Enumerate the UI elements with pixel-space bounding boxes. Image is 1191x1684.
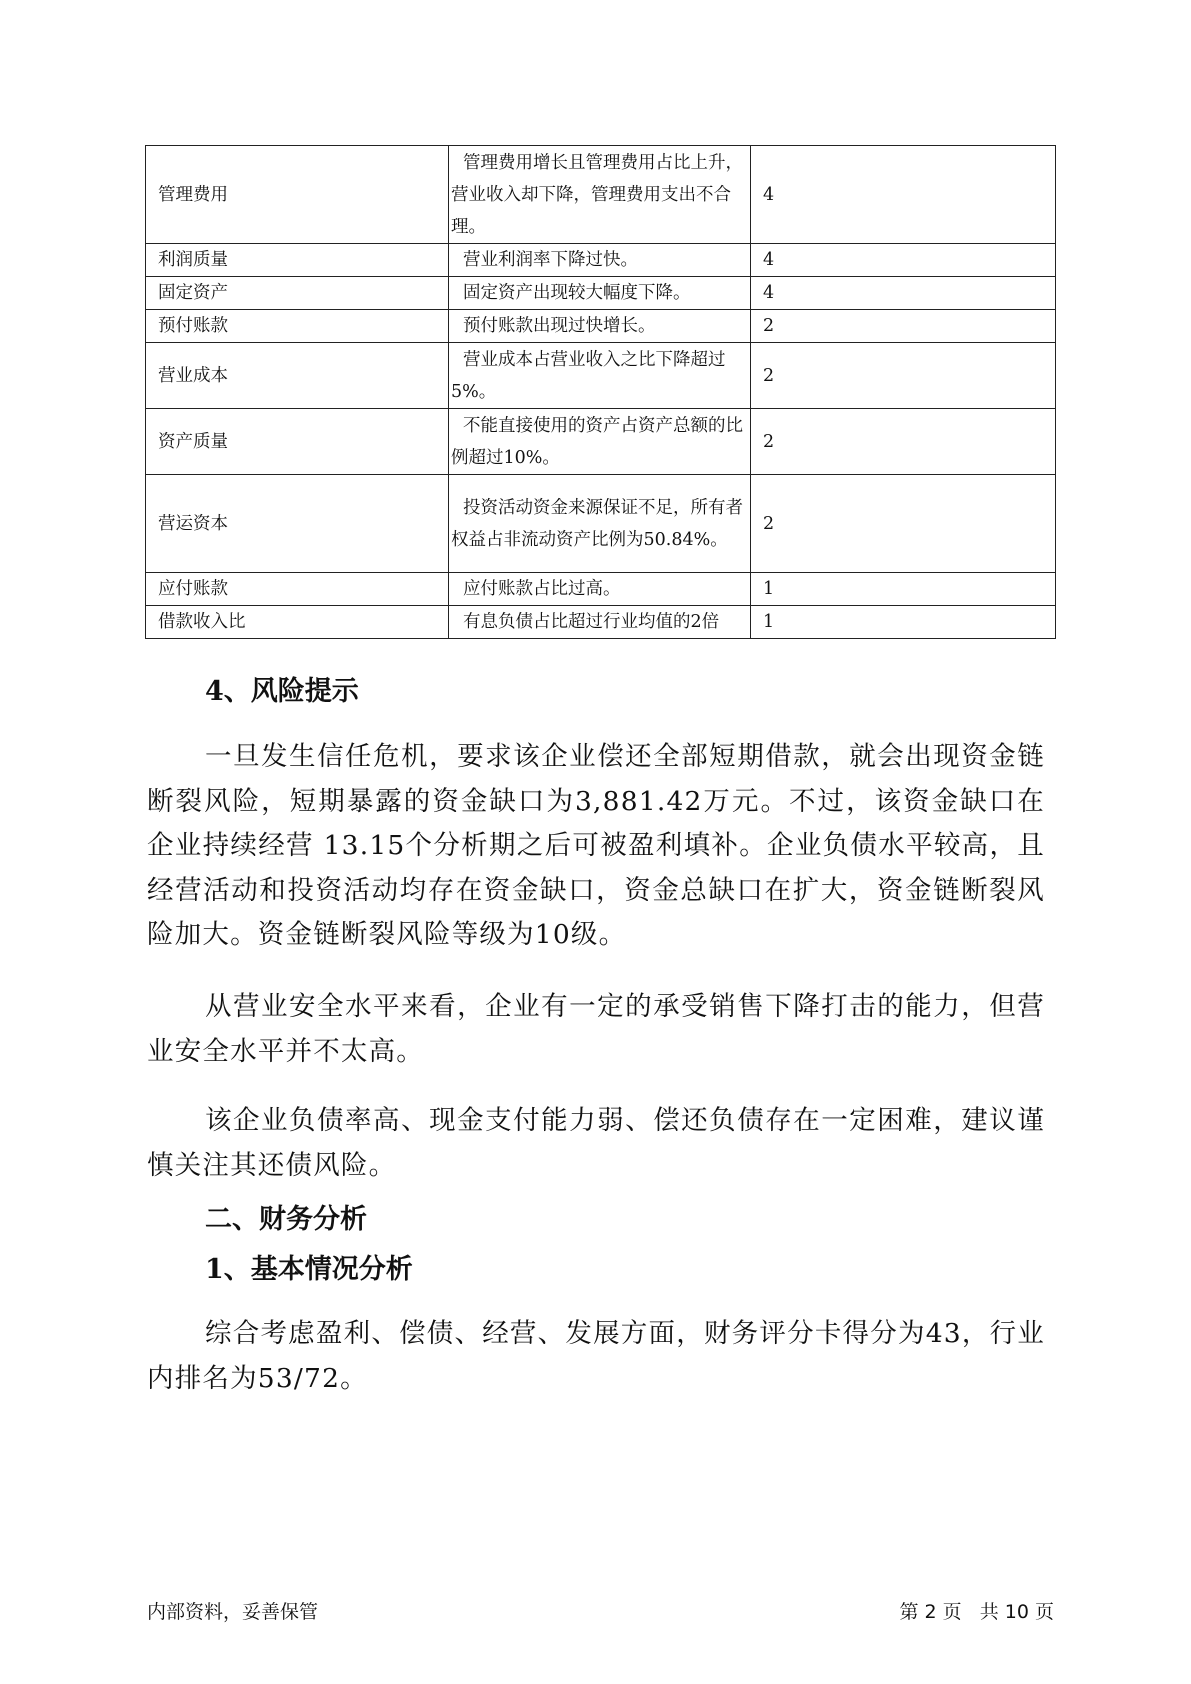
finance-heading: 二、财务分析	[205, 1204, 367, 1235]
score-cell: 1	[751, 606, 1056, 639]
table-row	[146, 343, 1056, 409]
risk-table	[145, 145, 1056, 639]
item-cell: 资产质量	[146, 409, 449, 475]
item-cell: 固定资产	[146, 277, 449, 310]
desc-cell: 有息负债占比超过行业均值的2倍	[449, 606, 751, 639]
table-row	[146, 409, 1056, 475]
desc-cell: 预付账款出现过快增长。	[449, 310, 751, 343]
footer-confidential: 内部资料，妥善保管	[147, 1601, 319, 1623]
score-cell: 4	[751, 146, 1056, 244]
score-cell: 4	[751, 244, 1056, 277]
finance-paragraph-1: 综合考虑盈利、偿债、经营、发展方面，财务评分卡得分为43，行业内排名为53/72。	[147, 1318, 1045, 1394]
desc-cell: 投资活动资金来源保证不足，所有者权益占非流动资产比例为50.84%。	[449, 475, 751, 573]
score-cell: 2	[751, 310, 1056, 343]
desc-cell: 不能直接使用的资产占资产总额的比例超过10%。	[449, 409, 751, 475]
score-cell: 4	[751, 277, 1056, 310]
score-cell: 2	[751, 343, 1056, 409]
item-cell: 利润质量	[146, 244, 449, 277]
item-cell: 预付账款	[146, 310, 449, 343]
desc-cell: 固定资产出现较大幅度下降。	[449, 277, 751, 310]
desc-cell: 营业成本占营业收入之比下降超过5%。	[449, 343, 751, 409]
score-cell: 1	[751, 573, 1056, 606]
item-cell: 借款收入比	[146, 606, 449, 639]
risk-paragraph-2: 从营业安全水平来看，企业有一定的承受销售下降打击的能力，但营业安全水平并不太高。	[147, 991, 1045, 1067]
table-row	[146, 475, 1056, 573]
table-row	[146, 277, 1056, 310]
page-number: 第 2 页 共 10 页	[899, 1601, 1054, 1623]
table-row	[146, 146, 1056, 244]
table-row	[146, 244, 1056, 277]
desc-cell: 营业利润率下降过快。	[449, 244, 751, 277]
risk-paragraph-1: 一旦发生信任危机，要求该企业偿还全部短期借款，就会出现资金链断裂风险，短期暴露的资金缺口为3,881.42万元。不过，该资金缺口在企业持续经营 13.15个分析期之后可被盈利填补。企业负债水平较高，且经营活动和投资活动均存在资金缺口，资金总缺口在扩大，资金链断裂风险加大。资金链断裂风险等级为10级。	[147, 741, 1045, 950]
basic-analysis-heading: 1、基本情况分析	[205, 1254, 413, 1285]
table-row	[146, 573, 1056, 606]
score-cell: 2	[751, 409, 1056, 475]
table-row	[146, 310, 1056, 343]
table-row	[146, 606, 1056, 639]
desc-cell: 管理费用增长且管理费用占比上升，营业收入却下降，管理费用支出不合理。	[449, 146, 751, 244]
score-cell: 2	[751, 475, 1056, 573]
item-cell: 应付账款	[146, 573, 449, 606]
item-cell: 管理费用	[146, 146, 449, 244]
item-cell: 营运资本	[146, 475, 449, 573]
item-cell: 营业成本	[146, 343, 449, 409]
risk-paragraph-3: 该企业负债率高、现金支付能力弱、偿还负债存在一定困难，建议谨慎关注其还债风险。	[147, 1105, 1045, 1181]
risk-heading: 4、风险提示	[205, 676, 359, 707]
desc-cell: 应付账款占比过高。	[449, 573, 751, 606]
